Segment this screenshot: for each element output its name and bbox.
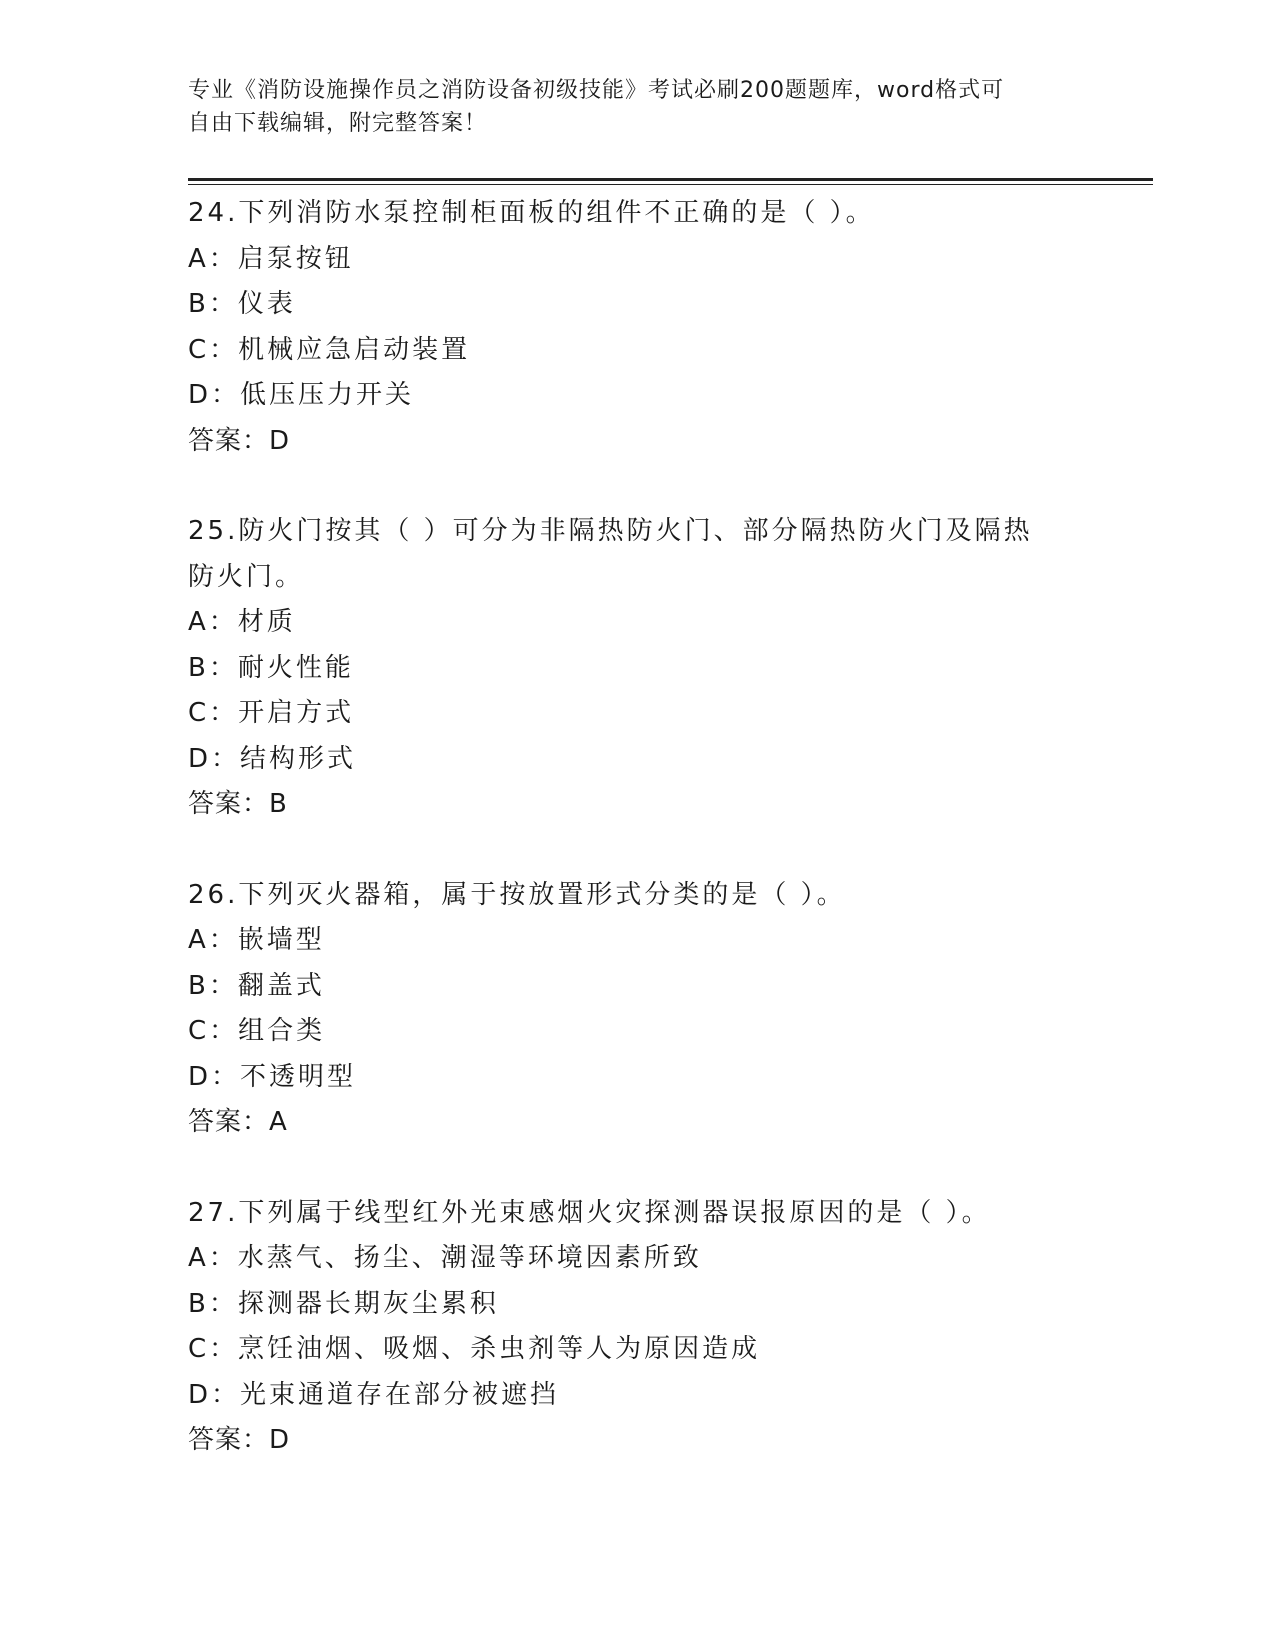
answer-label: 答案： bbox=[188, 425, 270, 456]
question-26 bbox=[188, 873, 1088, 1146]
question-25 bbox=[188, 509, 1088, 828]
option-b: B：翻盖式 bbox=[188, 970, 325, 1001]
question-stem: 25.防火门按其（ ）可分为非隔热防火门、部分隔热防火门及隔热防火门。 bbox=[188, 516, 1033, 592]
option-d: D：光束通道存在部分被遮挡 bbox=[188, 1379, 560, 1410]
answer-line bbox=[188, 782, 1088, 828]
option-b: B：耐火性能 bbox=[188, 652, 354, 683]
document-header bbox=[188, 74, 1068, 140]
option-d: D：结构形式 bbox=[188, 743, 357, 774]
answer-label: 答案： bbox=[188, 1425, 270, 1455]
answer-value: A bbox=[269, 1107, 288, 1137]
answer-value: D bbox=[269, 425, 291, 456]
answer-label: 答案： bbox=[188, 789, 270, 819]
answer-value: B bbox=[269, 789, 288, 819]
option-a: A：嵌墙型 bbox=[188, 925, 325, 955]
answer-line bbox=[188, 1100, 1088, 1146]
option-d: D：低压压力开关 bbox=[188, 380, 415, 410]
option-a: A：启泵按钮 bbox=[188, 243, 354, 274]
header-line-2: 自由下载编辑，附完整答案！ bbox=[188, 111, 488, 136]
option-c: C：机械应急启动装置 bbox=[188, 334, 471, 365]
question-stem: 27.下列属于线型红外光束感烟火灾探测器误报原因的是（ ）。 bbox=[188, 1197, 991, 1228]
answer-line bbox=[188, 419, 1088, 465]
option-a: A：水蒸气、扬尘、潮湿等环境因素所致 bbox=[188, 1243, 702, 1273]
question-stem: 26.下列灭火器箱，属于按放置形式分类的是（ ）。 bbox=[188, 879, 846, 910]
option-c: C：烹饪油烟、吸烟、杀虫剂等人为原因造成 bbox=[188, 1334, 761, 1364]
question-24 bbox=[188, 191, 1088, 464]
option-b: B：仪表 bbox=[188, 289, 296, 319]
answer-line bbox=[188, 1418, 1088, 1464]
question-list bbox=[188, 191, 1088, 1509]
header-line-1: 专业《消防设施操作员之消防设备初级技能》考试必刷200题题库，word格式可 bbox=[188, 78, 1005, 103]
option-c: C：组合类 bbox=[188, 1016, 326, 1046]
option-c: C：开启方式 bbox=[188, 698, 355, 728]
question-stem: 24.下列消防水泵控制柜面板的组件不正确的是（ ）。 bbox=[188, 198, 875, 228]
question-27 bbox=[188, 1191, 1088, 1464]
header-divider-thick bbox=[188, 178, 1153, 181]
option-b: B：探测器长期灰尘累积 bbox=[188, 1288, 499, 1319]
header-divider-thin bbox=[188, 184, 1153, 185]
option-a: A：材质 bbox=[188, 607, 296, 637]
answer-value: D bbox=[269, 1425, 291, 1455]
answer-label: 答案： bbox=[188, 1107, 270, 1137]
option-d: D：不透明型 bbox=[188, 1061, 357, 1092]
